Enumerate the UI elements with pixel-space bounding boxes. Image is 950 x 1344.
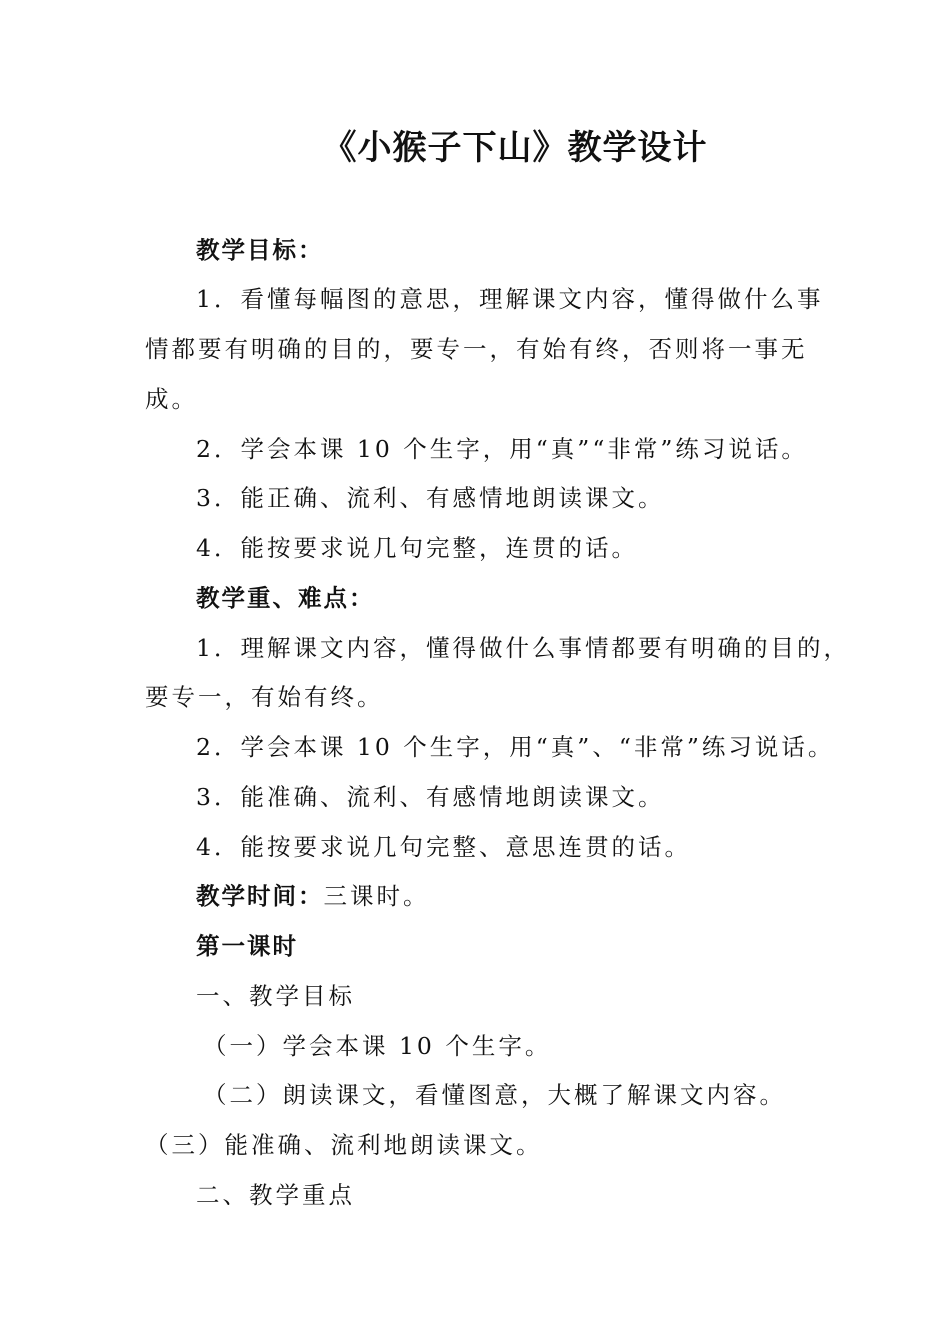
teaching-time-value: 三课时。 [323,882,430,910]
objective-3: 3．能正确、流利、有感情地朗读课文。 [196,484,665,512]
lesson-1-objective-3: （三）能准确、流利地朗读课文。 [145,1131,543,1159]
key-point-3: 3．能准确、流利、有感情地朗读课文。 [196,783,665,811]
lesson-1-objectives-heading: 一、教学目标 [196,982,355,1010]
lesson-1-heading: 第一课时 [196,932,298,960]
document-title: 《小猴子下山》教学设计 [322,128,708,168]
objective-1-line-3: 成。 [145,385,198,413]
objective-2: 2．学会本课 10 个生字，用“真”“非常”练习说话。 [196,435,808,463]
objectives-heading: 教学目标： [196,236,324,264]
key-point-1-line-2: 要专一，有始有终。 [145,683,384,711]
lesson-1-key-heading: 二、教学重点 [196,1181,355,1209]
lesson-1-objective-1: （一）学会本课 10 个生字。 [203,1032,552,1060]
objective-4: 4．能按要求说几句完整，连贯的话。 [196,534,638,562]
teaching-time [196,880,430,912]
objective-1-line-1: 1．看懂每幅图的意思，理解课文内容，懂得做什么事 [196,285,824,313]
teaching-time-label: 教学时间： [196,882,324,910]
lesson-1-objective-2: （二）朗读课文，看懂图意，大概了解课文内容。 [203,1081,786,1109]
objective-1-line-2: 情都要有明确的目的，要专一，有始有终，否则将一事无 [145,335,808,363]
key-point-2: 2．学会本课 10 个生字，用“真”、“非常”练习说话。 [196,733,835,761]
key-point-1-line-1: 1．理解课文内容，懂得做什么事情都要有明确的目的， [196,634,850,662]
key-point-4: 4．能按要求说几句完整、意思连贯的话。 [196,833,691,861]
key-points-heading: 教学重、难点： [196,584,375,612]
